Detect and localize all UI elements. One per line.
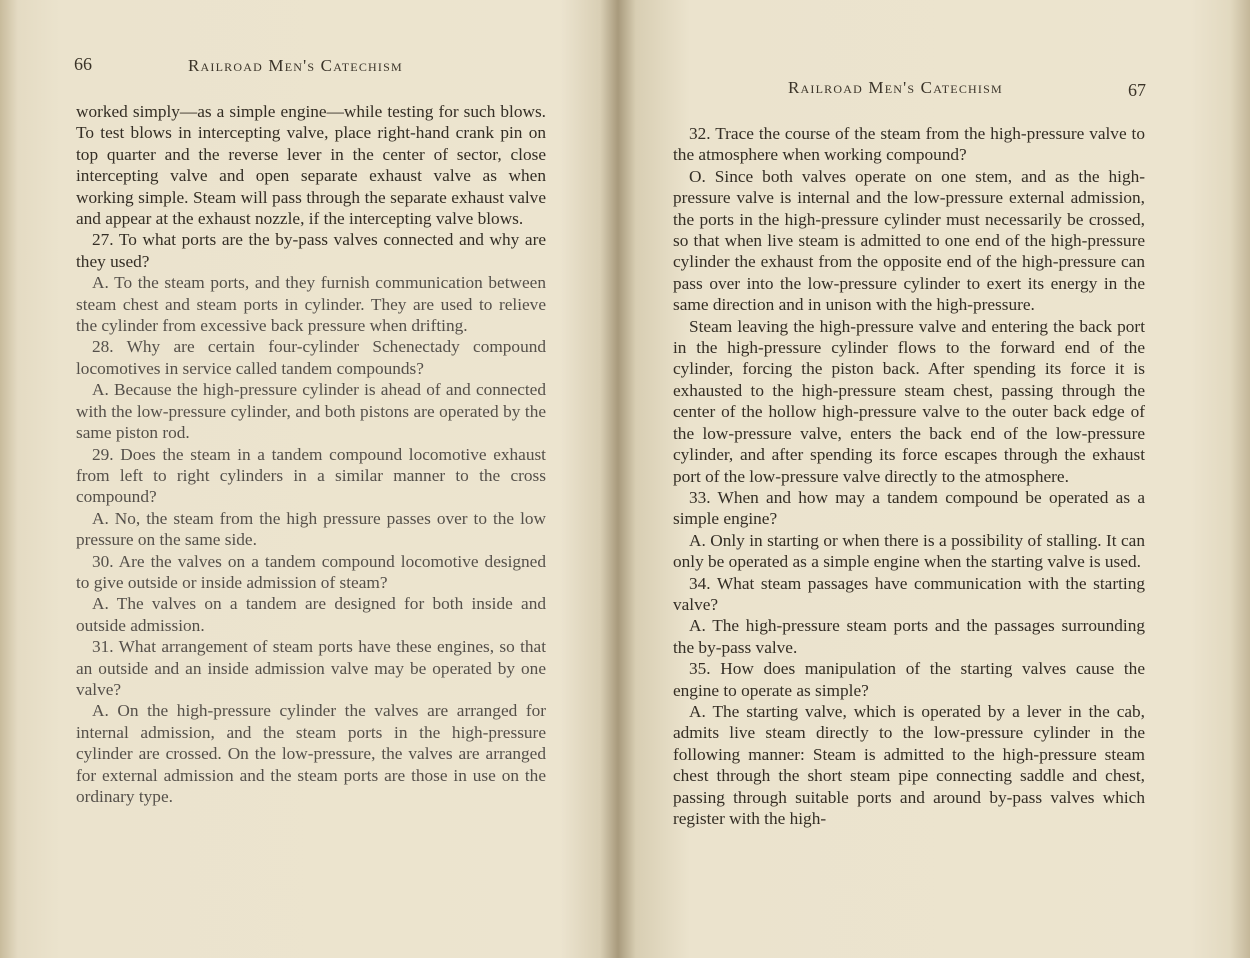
- page-body: [76, 101, 546, 807]
- page-body: [673, 123, 1145, 829]
- question: 31. What arrangement of steam ports have these engines, so that an outside and an inside admission valve may be operated by one valve?: [76, 637, 546, 699]
- question: 29. Does the steam in a tandem compound locomotive exhaust from left to right cylinders in a similar manner to the cross compound?: [76, 444, 546, 507]
- answer: A. On the high-pressure cylinder the valves are arranged for internal admission, and the steam ports in the high-pressure cylinder are crossed. On the low-pressure, the valves are arranged for external admission and the steam ports are those in use on the ordinary type.: [76, 701, 546, 806]
- question: 32. Trace the course of the steam from the high-pressure valve to the atmosphere when working compound?: [673, 124, 1145, 165]
- running-head: Railroad Men's Catechism: [188, 56, 403, 75]
- answer: A. The valves on a tandem are designed for both inside and outside admission.: [76, 594, 546, 635]
- answer: A. No, the steam from the high pressure passes over to the low pressure on the same side.: [76, 508, 546, 550]
- page-number: 66: [74, 54, 92, 74]
- question: 33. When and how may a tandem compound be operated as a simple engine?: [673, 487, 1145, 529]
- page-number: 67: [1128, 80, 1146, 100]
- right-page: [624, 0, 1250, 958]
- answer: O. Since both valves operate on one stem, and as the high-pressure valve is internal and the low-pressure external admission, the ports in the high-pressure cylinder must necessarily be crossed, so that when live steam is admitted to one end of the high-pressure cylinder the exhaust from the opposite end of the high-pressure can pass over into the low-pressure cylinder to exert its energy in the same direction and in unison with the high-pressure.: [673, 166, 1145, 315]
- answer: A. Because the high-pressure cylinder is ahead of and connected with the low-pressure cylinder, and both pistons are operated by the same piston rod.: [76, 380, 546, 443]
- question: 27. To what ports are the by-pass valves connected and why are they used?: [76, 230, 546, 271]
- question: 34. What steam passages have communication with the starting valve?: [673, 573, 1145, 614]
- question: 28. Why are certain four-cylinder Schenectady compound locomotives in service called tandem compounds?: [76, 337, 546, 378]
- answer: A. The starting valve, which is operated by a lever in the cab, admits live steam directly to the low-pressure cylinder in the following manner: Steam is admitted to the high-pressure steam chest through the short steam pipe connecting saddle and chest, passing through suitable ports and around by-pass valves which register with the high-: [673, 701, 1145, 828]
- answer: A. To the steam ports, and they furnish communication between steam chest and steam ports in cylinder. They are used to relieve the cylinder from excessive back pressure when drifting.: [76, 273, 546, 336]
- question: 30. Are the valves on a tandem compound locomotive designed to give outside or inside admission of steam?: [76, 551, 546, 592]
- left-page: [0, 0, 612, 958]
- answer: A. Only in starting or when there is a possibility of stalling. It can only be operated as a simple engine when the starting valve is used.: [673, 530, 1145, 572]
- running-head: Railroad Men's Catechism: [788, 78, 1003, 97]
- paragraph: worked simply—as a simple engine—while testing for such blows. To test blows in intercepting valve, place right-hand crank pin on top quarter and the reverse lever in the center of sector, close intercepting valve and open separate exhaust valve as when working simple. Steam will pass through the separate exhaust valve and appear at the exhaust nozzle, if the intercepting valve blows.: [76, 102, 546, 229]
- paragraph: Steam leaving the high-pressure valve and entering the back port in the high-pressure cylinder flows to the forward end of the cylinder, forcing the piston back. After spending its force it is exhausted to the high-pressure steam chest, passing through the center of the hollow high-pressure valve to the outer back edge of the low-pressure valve, enters the back end of the low-pressure cylinder, and after spending its force escapes through the exhaust port of the low-pressure valve directly to the atmosphere.: [673, 316, 1145, 486]
- answer: A. The high-pressure steam ports and the passages surrounding the by-pass valve.: [673, 616, 1145, 657]
- question: 35. How does manipulation of the starting valves cause the engine to operate as simple?: [673, 659, 1145, 700]
